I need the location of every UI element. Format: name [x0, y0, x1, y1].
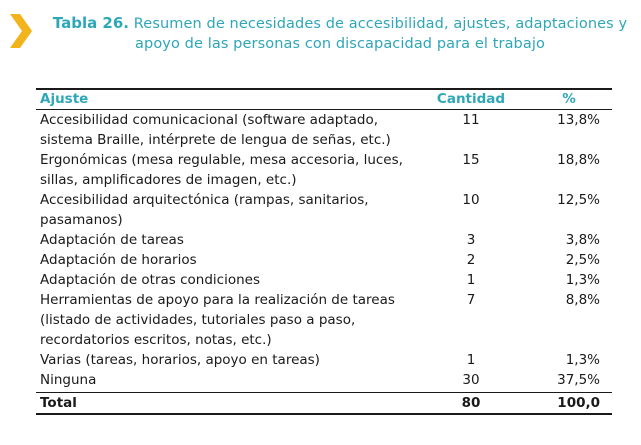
row-ajuste: Ninguna — [40, 372, 97, 388]
total-label: Total — [40, 395, 77, 411]
table-row — [36, 370, 612, 393]
row-ajuste: Varias (tareas, horarios, apoyo en tareas) — [40, 352, 320, 368]
row-percent: 13,8% — [557, 112, 600, 128]
table-row — [36, 250, 612, 270]
row-cantidad: 1 — [466, 272, 476, 288]
row-cantidad: 30 — [462, 372, 480, 388]
total-percent: 100,0 — [557, 395, 600, 411]
row-cantidad: 11 — [462, 112, 480, 128]
row-percent: 3,8% — [565, 232, 600, 248]
total-row — [36, 393, 612, 415]
row-percent: 12,5% — [557, 192, 600, 208]
table-caption — [50, 14, 630, 54]
total-cantidad: 80 — [461, 395, 481, 411]
table-row — [36, 290, 612, 350]
row-ajuste: Accesibilidad arquitectónica (rampas, sanitarios, pasamanos) — [40, 192, 369, 228]
row-ajuste: Adaptación de tareas — [40, 232, 184, 248]
row-cantidad: 15 — [462, 152, 480, 168]
row-percent: 18,8% — [557, 152, 600, 168]
header-percent: % — [562, 91, 576, 107]
row-cantidad: 10 — [462, 192, 480, 208]
table-row — [36, 150, 612, 190]
table-row — [36, 350, 612, 370]
row-cantidad: 1 — [466, 352, 476, 368]
table-row — [36, 230, 612, 250]
row-percent: 37,5% — [557, 372, 600, 388]
row-percent: 1,3% — [565, 272, 600, 288]
row-cantidad: 3 — [466, 232, 476, 248]
header-ajuste: Ajuste — [40, 91, 89, 107]
row-ajuste: Ergonómicas (mesa regulable, mesa accesoria, luces, sillas, amplificadores de imagen, etc.) — [40, 152, 403, 188]
header-row — [36, 89, 612, 110]
table-row — [36, 270, 612, 290]
row-ajuste: Herramientas de apoyo para la realización de tareas (listado de actividades, tutoriales paso a paso, recordatorios escritos, notas, etc.) — [40, 292, 395, 348]
row-percent: 8,8% — [565, 292, 600, 308]
row-ajuste: Adaptación de otras condiciones — [40, 272, 261, 288]
chevron-right-icon — [10, 14, 32, 48]
header-cantidad: Cantidad — [436, 91, 506, 107]
table-body — [36, 110, 612, 393]
table-title: Resumen de necesidades de accesibilidad, ajustes, adaptaciones y apoyo de las personas con discapacidad para el trabajo — [133, 16, 628, 52]
row-percent: 2,5% — [565, 252, 600, 268]
summary-table — [36, 88, 612, 415]
row-percent: 1,3% — [565, 352, 600, 368]
table-label: Tabla 26. — [52, 14, 129, 32]
table-row — [36, 110, 612, 151]
row-ajuste: Adaptación de horarios — [40, 252, 197, 268]
row-cantidad: 2 — [466, 252, 476, 268]
row-cantidad: 7 — [466, 292, 476, 308]
table-row — [36, 190, 612, 230]
row-ajuste: Accesibilidad comunicacional (software adaptado, sistema Braille, intérprete de lengua de señas, etc.) — [40, 112, 391, 148]
